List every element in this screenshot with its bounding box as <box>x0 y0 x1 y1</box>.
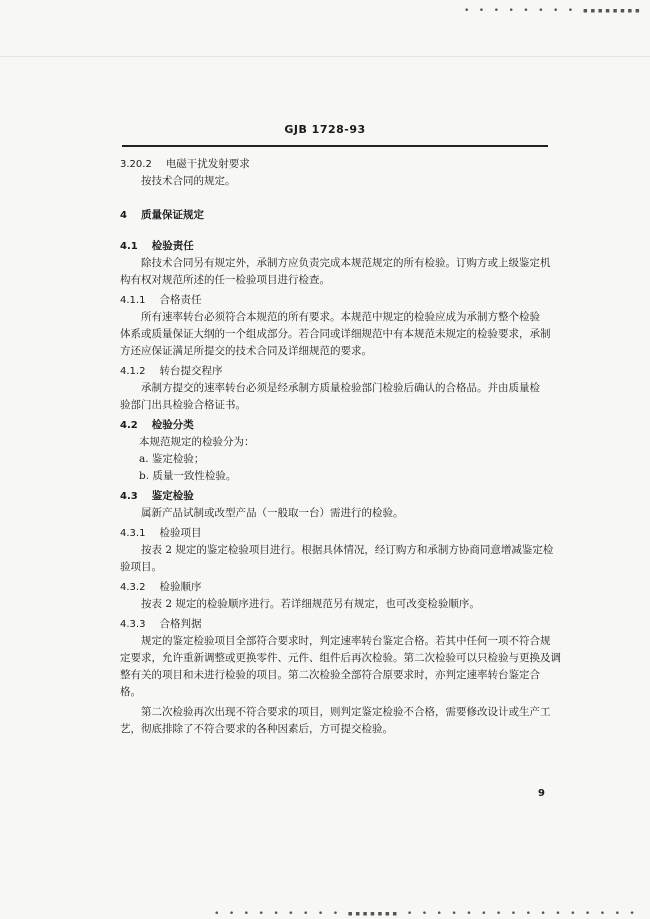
section-number: 3.20.2 <box>120 159 152 170</box>
paragraph-line: 验项目。 <box>120 561 162 573</box>
section-title: 合格责任 <box>159 294 202 306</box>
page-number: 9 <box>538 788 545 799</box>
section-heading-4-2 <box>120 417 560 434</box>
section-number: 4.1 <box>120 241 138 252</box>
section-number: 4.3.1 <box>120 528 146 539</box>
section-title: 检验项目 <box>159 527 202 539</box>
section-title: 质量保证规定 <box>140 209 204 221</box>
section-heading-4-3 <box>120 488 560 505</box>
paragraph-line: 规定的鉴定检验项目全部符合要求时，判定速率转台鉴定合格。若其中任何一项不符合规 <box>141 635 551 647</box>
document-code-header: GJB 1728-93 <box>284 123 366 136</box>
section-number: 4.2 <box>120 420 138 431</box>
paragraph-line: 定要求，允许重新调整或更换零件、元件、组件后再次检验。第二次检验可以只检验与更换及调 <box>120 652 561 664</box>
paragraph-line: 验部门出具检验合格证书。 <box>120 399 246 411</box>
section-heading-4-3-2 <box>120 579 560 596</box>
section-title: 检验责任 <box>151 240 194 252</box>
section-title: 检验顺序 <box>159 581 202 593</box>
section-title: 电磁干扰发射要求 <box>165 158 250 170</box>
paragraph-line: 本规范规定的检验分为： <box>139 436 255 448</box>
paragraph-line: 所有速率转台必须符合本规范的所有要求。本规范中规定的检验应成为承制方整个检验 <box>141 311 540 323</box>
scan-artifact-dots-top: • • • • • • • • ▪▪▪▪▪▪▪▪ <box>463 6 642 16</box>
paragraph-line: 整有关的项目和未进行检验的项目。第二次检验全部符合原要求时，亦判定速率转台鉴定合 <box>120 669 540 681</box>
section-heading-4-1 <box>120 238 560 255</box>
section-title: 转台提交程序 <box>159 365 223 377</box>
section-number: 4.3.3 <box>120 619 146 630</box>
paragraph-line: 按技术合同的规定。 <box>141 175 236 187</box>
section-title: 鉴定检验 <box>151 490 194 502</box>
section-heading-4-1-2 <box>120 363 560 380</box>
section-title: 检验分类 <box>151 419 194 431</box>
section-heading-4 <box>120 207 560 224</box>
section-title: 合格判据 <box>159 618 202 630</box>
section-number: 4 <box>120 210 127 221</box>
document-body <box>120 156 560 738</box>
header-rule <box>122 145 548 147</box>
section-number: 4.3.2 <box>120 582 146 593</box>
paragraph-line: 格。 <box>120 686 141 698</box>
paragraph-line: 构有权对规范所述的任一检验项目进行检查。 <box>120 274 330 286</box>
scan-edge-line <box>0 56 650 57</box>
paragraph-line: 除技术合同另有规定外，承制方应负责完成本规范规定的所有检验。订购方或上级鉴定机 <box>141 257 551 269</box>
section-number: 4.1.1 <box>120 295 146 306</box>
paragraph-line: 方还应保证满足所提交的技术合同及详细规范的要求。 <box>120 345 372 357</box>
paragraph-line: 按表 2 规定的检验顺序进行。若详细规范另有规定，也可改变检验顺序。 <box>141 598 480 610</box>
paragraph-line: 承制方提交的速率转台必须是经承制方质量检验部门检验后确认的合格品。并由质量检 <box>141 382 540 394</box>
paragraph-line: 体系或质量保证大纲的一个组成部分。若合同或详细规范中有本规范未规定的检验要求，承制 <box>120 328 551 340</box>
section-heading-4-1-1 <box>120 292 560 309</box>
list-item: b. 质量一致性检验。 <box>139 470 237 482</box>
list-item: a. 鉴定检验； <box>139 453 205 465</box>
section-number: 4.1.2 <box>120 366 146 377</box>
paragraph-line: 按表 2 规定的鉴定检验项目进行。根据具体情况，经订购方和承制方协商同意增减鉴定检 <box>141 544 554 556</box>
paragraph-line: 属新产品试制或改型产品（一般取一台）需进行的检验。 <box>141 507 404 519</box>
section-heading-4-3-3 <box>120 616 560 633</box>
section-heading-4-3-1 <box>120 525 560 542</box>
section-heading-3-20-2 <box>120 156 560 173</box>
paragraph-line: 第二次检验再次出现不符合要求的项目，则判定鉴定检验不合格，需要修改设计或生产工 <box>141 706 551 718</box>
section-number: 4.3 <box>120 491 138 502</box>
scan-artifact-dots-bottom: • • • • • • • • • ▪▪▪▪▪▪▪ • • • • • • • • • • • • • • • • <box>214 909 637 919</box>
paragraph-line: 艺，彻底排除了不符合要求的各种因素后，方可提交检验。 <box>120 723 393 735</box>
